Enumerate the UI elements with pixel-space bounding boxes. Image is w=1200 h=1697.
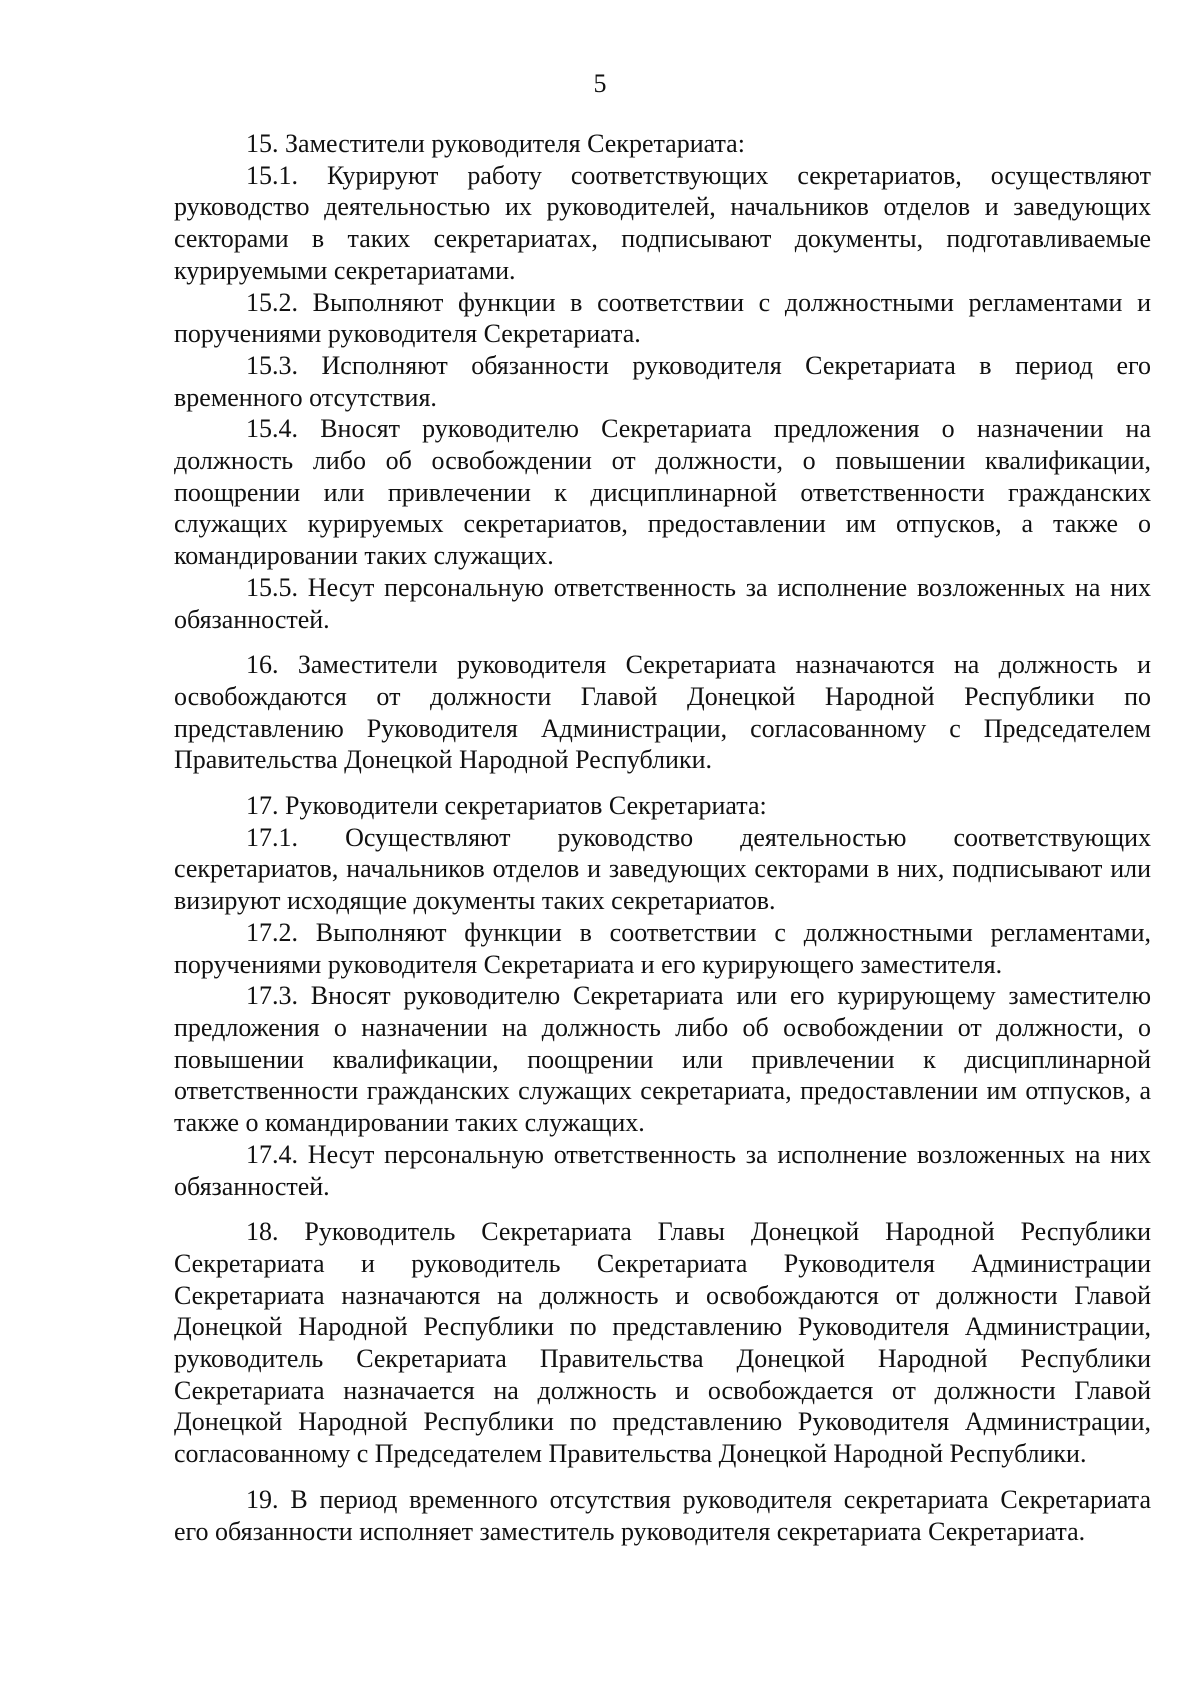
paragraph-p17-1: 17.1. Осуществляют руководство деятельностью соответствующих секретариатов, начальников отделов и заведующих секторами в них, подписывают или визируют исходящие документы таких секретариатов.	[174, 822, 1151, 916]
paragraph-p16: 16. Заместители руководителя Секретариата назначаются на должность и освобождаются от должности Главой Донецкой Народной Республики по представлению Руководителя Администрации, согласованному с Председателем Правительства Донецкой Народной Республики.	[174, 650, 1151, 775]
paragraph-p17-4: 17.4. Несут персональную ответственность за исполнение возложенных на них обязанностей.	[174, 1139, 1151, 1201]
page-number: 5	[593, 69, 607, 98]
paragraph-p15-4: 15.4. Вносят руководителю Секретариата предложения о назначении на должность либо об освобождении от должности, о повышении квалификации, поощрении или привлечении к дисциплинарной ответственности гражданских служащих курируемых секретариатов, предоставлении им отпусков, а также о командировании таких служащих.	[174, 414, 1151, 571]
paragraph-p19: 19. В период временного отсутствия руководителя секретариата Секретариата его обязанности исполняет заместитель руководителя секретариата Секретариата.	[174, 1484, 1151, 1546]
paragraph-p17: 17. Руководители секретариатов Секретариата:	[246, 791, 767, 821]
paragraph-p15-2: 15.2. Выполняют функции в соответствии с должностными регламентами и поручениями руководителя Секретариата.	[174, 287, 1151, 349]
paragraph-p17-2: 17.2. Выполняют функции в соответствии с должностными регламентами, поручениями руководителя Секретариата и его курирующего заместителя.	[174, 917, 1151, 979]
paragraph-p15-1: 15.1. Курируют работу соответствующих секретариатов, осуществляют руководство деятельностью их руководителей, начальников отделов и заведующих секторами в таких секретариатах, подписывают документы, подготавливаемые курируемыми секретариатами.	[174, 160, 1151, 285]
paragraph-p15-5: 15.5. Несут персональную ответственность за исполнение возложенных на них обязанностей.	[174, 572, 1151, 634]
paragraph-p15: 15. Заместители руководителя Секретариата:	[246, 129, 745, 158]
paragraph-p17-3: 17.3. Вносят руководителю Секретариата или его курирующему заместителю предложения о назначении на должность либо об освобождении от должности, о повышении квалификации, поощрении или привлечении к дисциплинарной ответственности гражданских служащих секретариата, предоставлении им отпусков, а также о командировании таких служащих.	[174, 981, 1151, 1138]
paragraph-p18: 18. Руководитель Секретариата Главы Донецкой Народной Республики Секретариата и руководитель Секретариата Руководителя Администрации Секретариата назначаются на должность и освобождаются от должности Главой Донецкой Народной Республики по представлению Руководителя Администрации, руководитель Секретариата Правительства Донецкой Народной Республики Секретариата назначается на должность и освобождается от должности Главой Донецкой Народной Республики по представлению Руководителя Администрации, согласованному с Председателем Правительства Донецкой Народной Республики.	[174, 1217, 1151, 1469]
document-body	[174, 128, 1151, 1547]
paragraph-p15-3: 15.3. Исполняют обязанности руководителя Секретариата в период его временного отсутствия.	[174, 350, 1151, 412]
